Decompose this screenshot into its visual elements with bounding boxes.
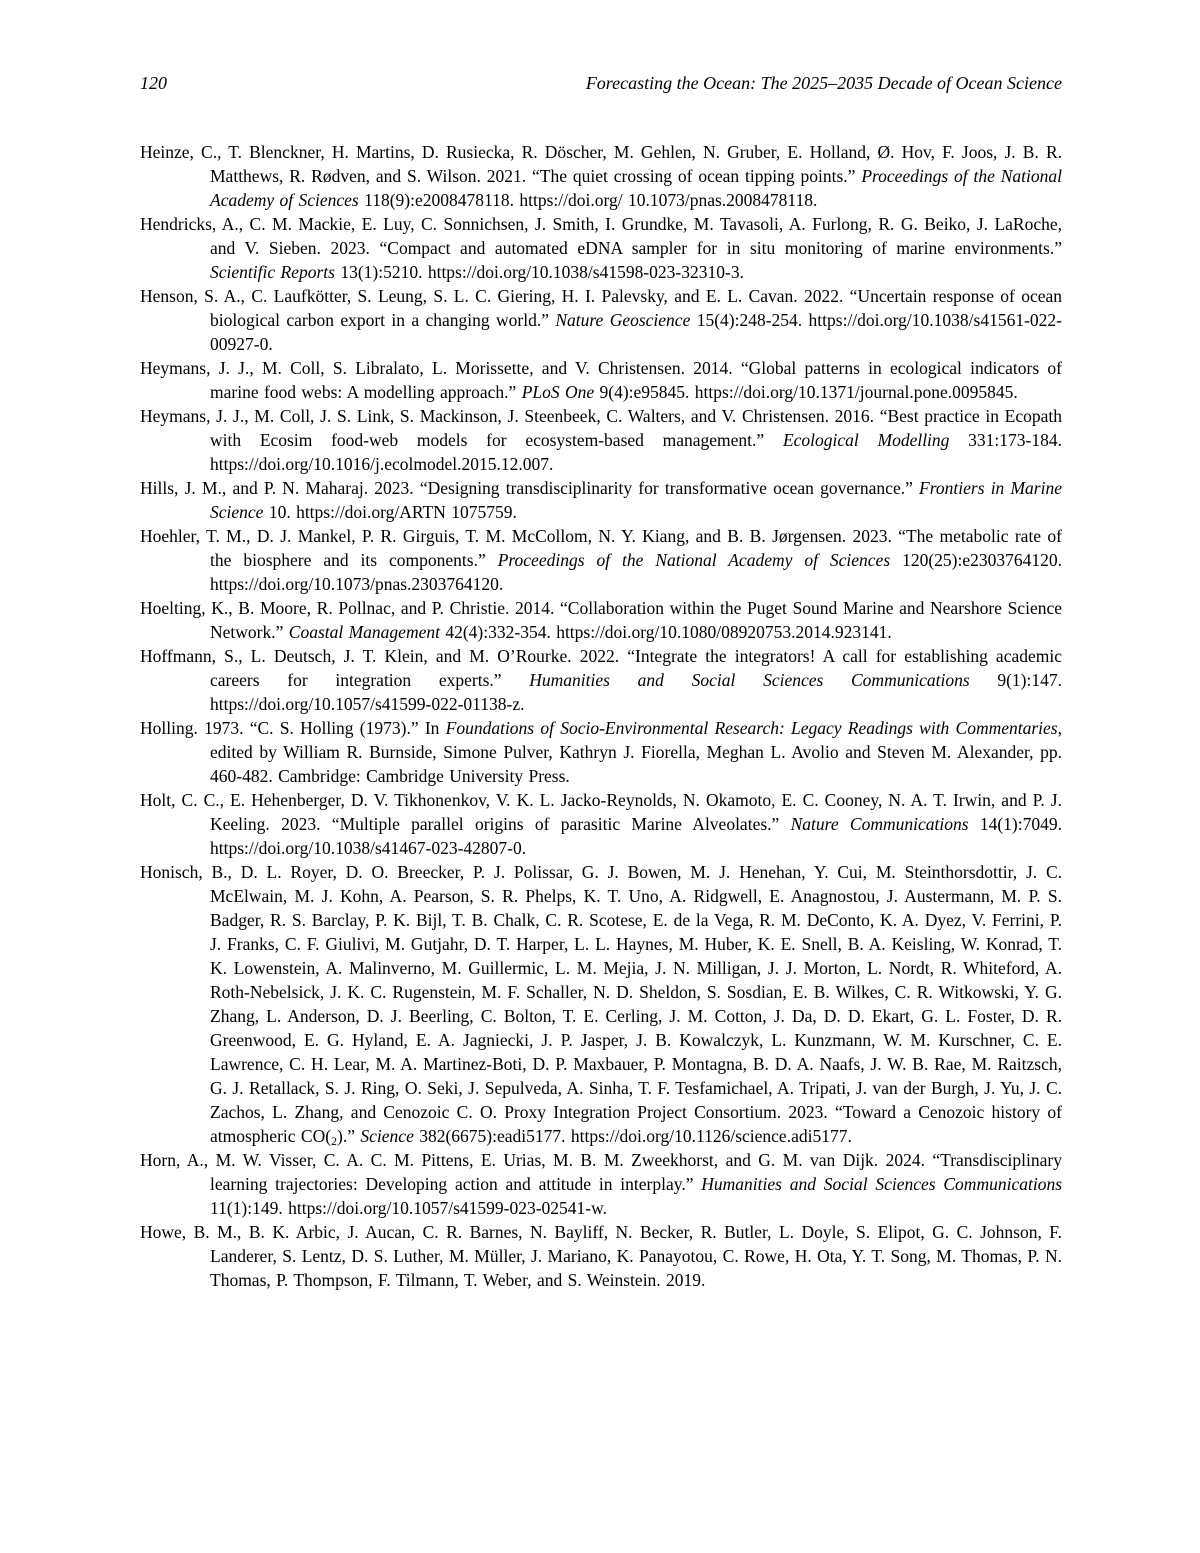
reference-journal-title: Nature Geoscience xyxy=(555,310,691,330)
reference-entry xyxy=(140,212,1062,284)
reference-entry xyxy=(140,356,1062,404)
reference-journal-title: Science xyxy=(360,1126,414,1146)
reference-text: 10. https://doi.org/ARTN 1075759. xyxy=(263,502,517,522)
reference-entry xyxy=(140,860,1062,1148)
reference-text: 120(25):e2303764120. https://doi.org/10.1073/pnas.2303764120. xyxy=(210,550,1062,594)
reference-entry xyxy=(140,284,1062,356)
reference-journal-title: Scientific Reports xyxy=(210,262,335,282)
reference-entry xyxy=(140,524,1062,596)
running-title: Forecasting the Ocean: The 2025–2035 Decade of Ocean Science xyxy=(585,73,1062,93)
reference-journal-title: Proceedings of the National Academy of Sciences xyxy=(497,550,891,570)
reference-text: Heymans, J. J., M. Coll, J. S. Link, S. Mackinson, J. Steenbeek, C. Walters, and V. Christensen. 2016. “Best practice in Ecopath with Ecosim food-web models for ecosystem-based management.” xyxy=(140,406,1062,450)
reference-text: Honisch, B., D. L. Royer, D. O. Breecker, P. J. Polissar, G. J. Bowen, M. J. Henehan, Y. Cui, M. Steinthorsdottir, J. C. McElwain, M. J. Kohn, A. Pearson, S. R. Phelps, K. T. Uno, A. Ridgwell, E. Anagnostou, J. Austermann, M. P. S. Badger, R. S. Barclay, P. K. Bijl, T. B. Chalk, C. R. Scotese, E. de la Vega, R. M. DeConto, K. A. Dyez, V. Ferrini, P. J. Franks, C. F. Giulivi, M. Gutjahr, D. T. Harper, L. L. Haynes, M. Huber, K. E. Snell, B. A. Keisling, W. Konrad, T. K. Lowenstein, A. Malinverno, M. Guillermic, L. M. Mejia, J. N. Milligan, J. J. Morton, L. Nordt, R. Whiteford, A. Roth-Nebelsick, J. K. C. Rugenstein, M. F. Schaller, N. D. Sheldon, S. Sosdian, E. B. Wilkes, C. R. Witkowski, Y. G. Zhang, L. Anderson, D. J. Beerling, C. Bolton, T. E. Cerling, J. M. Cotton, J. Da, D. D. Ekart, G. L. Foster, D. R. Greenwood, E. G. Hyland, E. A. Jagniecki, J. P. Jasper, J. B. Kowalczyk, L. Kunzmann, W. M. Kurschner, C. E. Lawrence, C. H. Lear, M. A. Martinez-Boti, D. P. Maxbauer, P. Montagna, B. D. A. Naafs, J. W. B. Rae, M. Raitzsch, G. J. Retallack, S. J. Ring, O. Seki, J. Sepulveda, A. Sinha, T. F. Tesfamichael, A. Tripati, J. van der Burgh, J. Yu, J. C. Zachos, L. Zhang, and Cenozoic C. O. Proxy Integration Project Consortium. 2023. “Toward a Cenozoic history of atmospheric CO( xyxy=(140,862,1062,1146)
reference-journal-title: Frontiers in Marine Science xyxy=(210,478,1063,522)
page-number: 120 xyxy=(140,73,167,93)
reference-entry xyxy=(140,1148,1062,1220)
reference-text: 14(1):7049. https://doi.org/10.1038/s41467-023-42807-0. xyxy=(210,814,1063,858)
reference-entry xyxy=(140,596,1062,644)
reference-journal-title: PLoS One xyxy=(521,382,595,402)
reference-text: 15(4):248-254. https://doi.org/10.1038/s41561-022-00927-0. xyxy=(210,310,1062,354)
reference-entry xyxy=(140,404,1062,476)
reference-text: 382(6675):eadi5177. https://doi.org/10.1126/science.adi5177. xyxy=(413,1126,852,1146)
reference-text: Horn, A., M. W. Visser, C. A. C. M. Pittens, E. Urias, M. B. M. Zweekhorst, and G. M. van Dijk. 2024. “Transdisciplinary learning trajectories: Developing action and attitude in interplay.” xyxy=(140,1150,1062,1194)
reference-text: , edited by William R. Burnside, Simone Pulver, Kathryn J. Fiorella, Meghan L. Avolio and Steven M. Alexander, pp. 460-482. Cambridge: Cambridge University Press. xyxy=(210,718,1062,786)
reference-text: Holling. 1973. “C. S. Holling (1973).” In xyxy=(140,718,446,738)
reference-entry xyxy=(140,476,1062,524)
reference-entry xyxy=(140,1220,1062,1292)
reference-journal-title: Coastal Management xyxy=(288,622,440,642)
reference-text: Heymans, J. J., M. Coll, S. Libralato, L. Morissette, and V. Christensen. 2014. “Global patterns in ecological indicators of marine food webs: A modelling approach.” xyxy=(140,358,1062,402)
reference-text: 11(1):149. https://doi.org/10.1057/s41599-023-02541-w. xyxy=(210,1198,608,1218)
reference-journal-title: Ecological Modelling xyxy=(782,430,950,450)
reference-entry xyxy=(140,644,1062,716)
reference-journal-title: Proceedings of the National Academy of Sciences xyxy=(210,166,1063,210)
reference-text: Howe, B. M., B. K. Arbic, J. Aucan, C. R. Barnes, N. Bayliff, N. Becker, R. Butler, L. Doyle, S. Elipot, G. C. Johnson, F. Landerer, S. Lentz, D. S. Luther, M. Müller, J. Mariano, K. Panayotou, C. Rowe, H. Ota, Y. T. Song, M. Thomas, P. N. Thomas, P. Thompson, F. Tilmann, T. Weber, and S. Weinstein. 2019. xyxy=(140,1222,1062,1290)
reference-text: ).” xyxy=(337,1126,361,1146)
references-list xyxy=(140,140,1062,1292)
reference-text: Hoehler, T. M., D. J. Mankel, P. R. Girguis, T. M. McCollom, N. Y. Kiang, and B. B. Jørgensen. 2023. “The metabolic rate of the biosphere and its components.” xyxy=(140,526,1062,570)
reference-journal-title: Nature Communications xyxy=(790,814,969,834)
reference-entry xyxy=(140,140,1062,212)
reference-text: Holt, C. C., E. Hehenberger, D. V. Tikhonenkov, V. K. L. Jacko-Reynolds, N. Okamoto, E. C. Cooney, N. A. T. Irwin, and P. J. Keeling. 2023. “Multiple parallel origins of parasitic Marine Alveolates.” xyxy=(140,790,1062,834)
running-header xyxy=(140,72,1062,94)
reference-text: 118(9):e2008478118. https://doi.org/ 10.1073/pnas.2008478118. xyxy=(358,190,818,210)
reference-text: Hills, J. M., and P. N. Maharaj. 2023. “Designing transdisciplinarity for transformative ocean governance.” xyxy=(140,478,920,498)
reference-text: Hoffmann, S., L. Deutsch, J. T. Klein, and M. O’Rourke. 2022. “Integrate the integrators! A call for establishing academic careers for integration experts.” xyxy=(140,646,1062,690)
reference-text: Hoelting, K., B. Moore, R. Pollnac, and P. Christie. 2014. “Collaboration within the Puget Sound Marine and Nearshore Science Network.” xyxy=(140,598,1062,642)
reference-text: Hendricks, A., C. M. Mackie, E. Luy, C. Sonnichsen, J. Smith, I. Grundke, M. Tavasoli, A. Furlong, R. G. Beiko, J. LaRoche, and V. Sieben. 2023. “Compact and automated eDNA sampler for in situ monitoring of marine environments.” xyxy=(140,214,1062,258)
reference-text: Henson, S. A., C. Laufkötter, S. Leung, S. L. C. Giering, H. I. Palevsky, and E. L. Cavan. 2022. “Uncertain response of ocean biological carbon export in a changing world.” xyxy=(140,286,1062,330)
reference-journal-title: Foundations of Socio-Environmental Research: Legacy Readings with Commentaries xyxy=(445,718,1058,738)
reference-text: 42(4):332-354. https://doi.org/10.1080/08920753.2014.923141. xyxy=(439,622,892,642)
reference-journal-title: Humanities and Social Sciences Communications xyxy=(529,670,970,690)
reference-text: 13(1):5210. https://doi.org/10.1038/s41598-023-32310-3. xyxy=(334,262,744,282)
subscript-text: 2 xyxy=(331,1134,338,1148)
reference-entry xyxy=(140,788,1062,860)
reference-text: 331:173-184. https://doi.org/10.1016/j.ecolmodel.2015.12.007. xyxy=(210,430,1062,474)
reference-text: 9(4):e95845. https://doi.org/10.1371/journal.pone.0095845. xyxy=(594,382,1018,402)
reference-text: 9(1):147. https://doi.org/10.1057/s41599-022-01138-z. xyxy=(210,670,1062,714)
reference-entry xyxy=(140,716,1062,788)
reference-text: Heinze, C., T. Blenckner, H. Martins, D. Rusiecka, R. Döscher, M. Gehlen, N. Gruber, E. Holland, Ø. Hov, F. Joos, J. B. R. Matthews, R. Rødven, and S. Wilson. 2021. “The quiet crossing of ocean tipping points.” xyxy=(140,142,1062,186)
reference-journal-title: Humanities and Social Sciences Communications xyxy=(701,1174,1062,1194)
